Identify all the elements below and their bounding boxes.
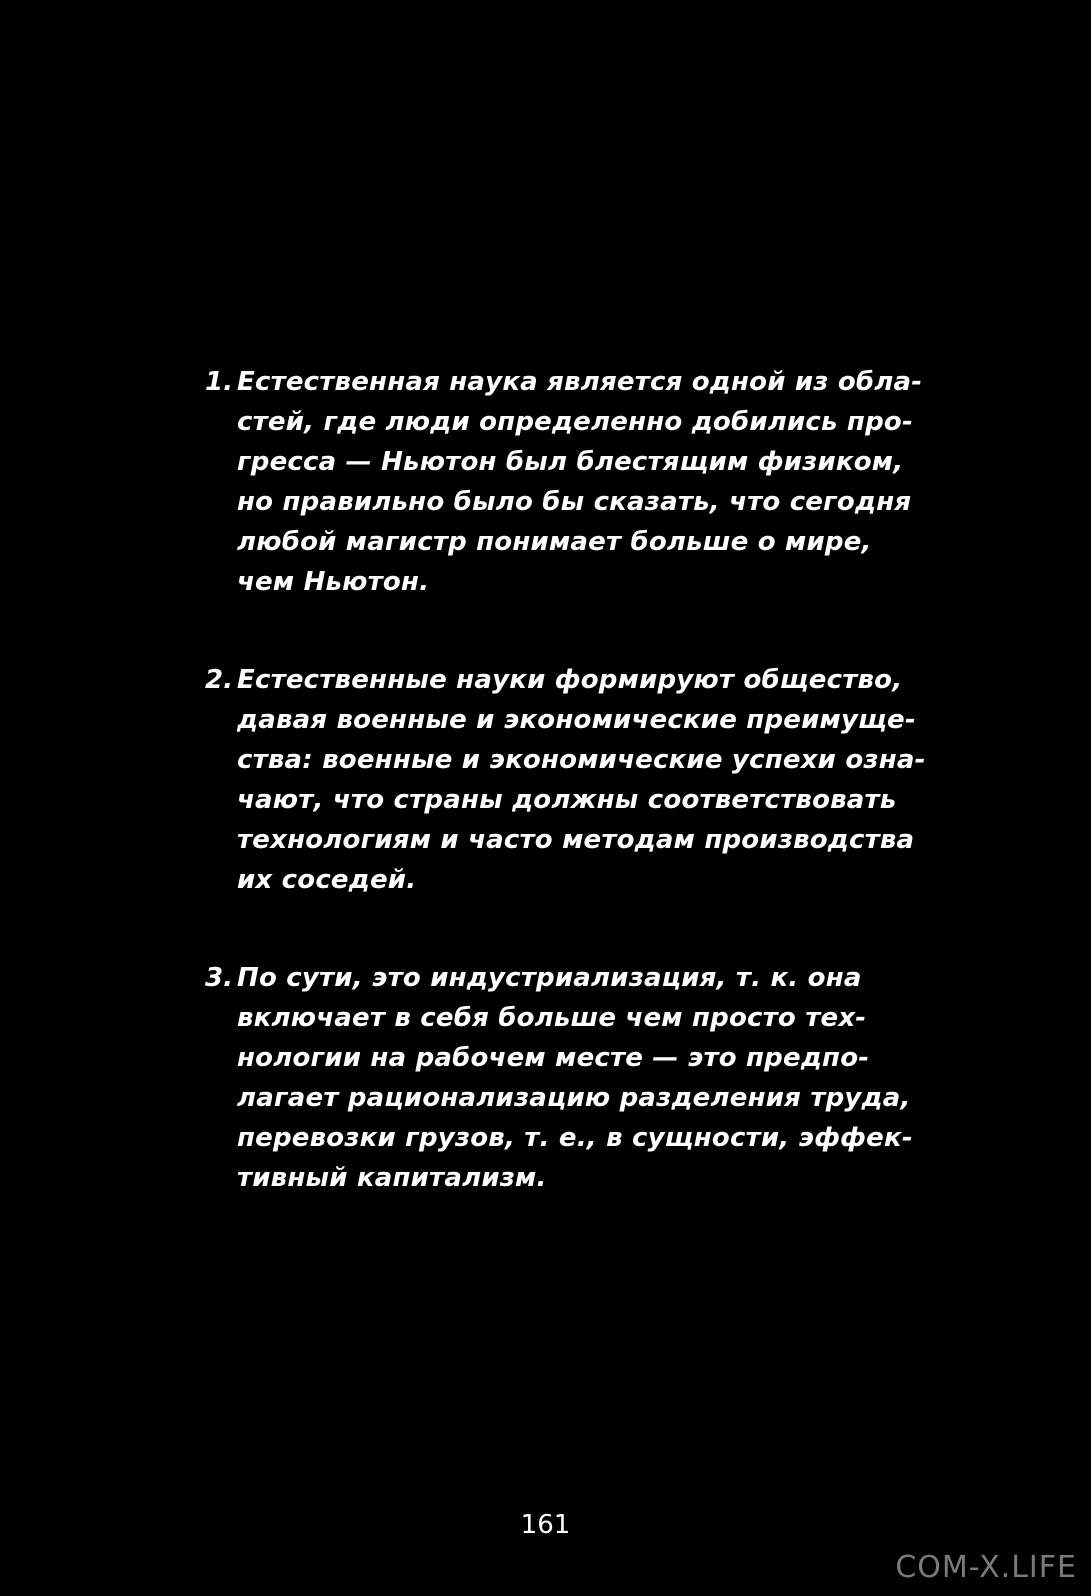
note-line: давая военные и экономические преимуще- [237,705,916,735]
note-line: стей, где люди определенно добились про- [237,407,913,437]
note-2 [205,660,925,900]
note-line: гресса — Ньютон был блестящим физиком, [237,447,904,477]
note-line: лагает рационализацию разделения труда, [237,1083,911,1113]
note-line: включает в себя больше чем просто тех- [237,1003,867,1033]
note-line: нологии на рабочем месте — это предпо- [237,1043,870,1073]
note-line: тивный капитализм. [237,1163,547,1193]
note-line: перевозки грузов, т. е., в сущности, эффек- [237,1123,913,1153]
note-line: По сути, это индустриализация, т. к. она [237,963,862,993]
note-line: их соседей. [237,865,417,895]
note-3 [205,958,925,1198]
note-number: 2. [205,665,233,695]
note-line: Естественные науки формируют общество, [237,665,903,695]
note-1 [205,362,925,602]
page-number: 161 [520,1510,571,1540]
note-line: любой магистр понимает больше о мире, [237,527,872,557]
note-line: Естественная наука является одной из обла- [237,367,923,397]
note-number: 3. [205,963,233,993]
note-line: чают, что страны должны соответствовать [237,785,897,815]
note-number: 1. [205,367,233,397]
note-line: чем Ньютон. [237,567,430,597]
note-line: ства: военные и экономические успехи озна- [237,745,926,775]
note-line: технологиям и часто методам производства [237,825,915,855]
watermark: COM-X.LIFE [895,1550,1077,1585]
note-line: но правильно было бы сказать, что сегодня [237,487,912,517]
